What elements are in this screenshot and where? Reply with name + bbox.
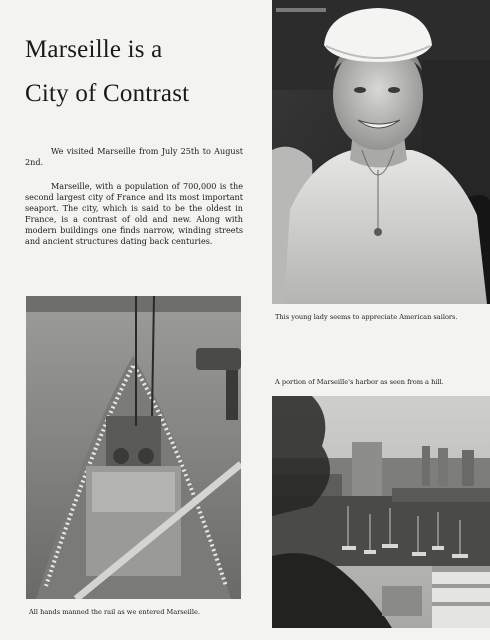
harbor-photo-caption: A portion of Marseille's harbor as seen from a hill.: [275, 378, 444, 386]
ship-photo: [26, 296, 241, 599]
sailor-lady-photo: [272, 0, 490, 304]
ship-photo-caption: All hands manned the rail as we entered Marseille.: [29, 608, 200, 616]
description-paragraph: Marseille, with a population of 700,000 is the second largest city of France and its most important seaport. The city, which is said to be the oldest in France, is a contrast of old and new. Along with modern buildings one finds narrow, winding streets and ancient structures dating back centuries.: [25, 181, 243, 246]
ship-image: [26, 296, 241, 599]
harbor-image: [272, 396, 490, 628]
sailor-lady-image: [272, 0, 490, 304]
page-title: [25, 28, 255, 116]
harbor-photo: [272, 396, 490, 628]
intro-paragraph: We visited Marseille from July 25th to August 2nd.: [25, 146, 243, 167]
sailor-photo-caption: This young lady seems to appreciate American sailors.: [275, 313, 458, 321]
title-line-2: City of Contrast: [25, 80, 190, 107]
title-line-1: Marseille is a: [25, 36, 163, 63]
